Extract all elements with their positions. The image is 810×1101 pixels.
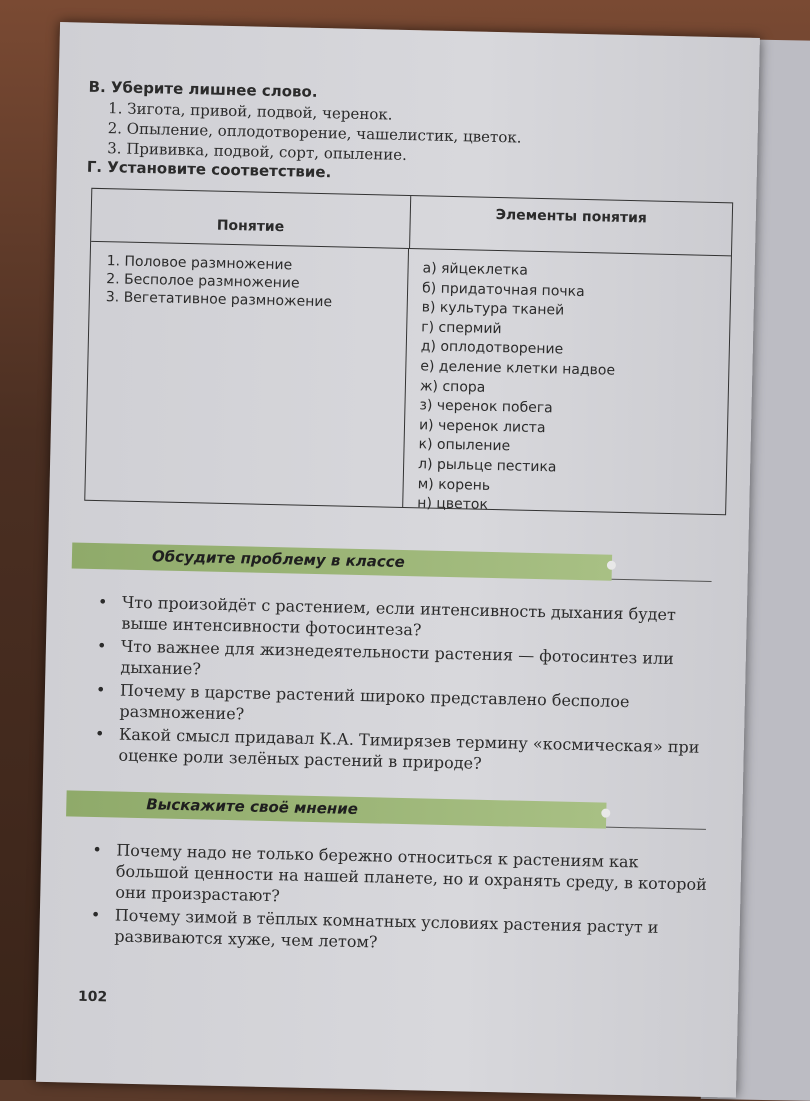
list-item: • Почему надо не только бережно относиться к растениям как большой ценности на нашей планете, но и охранять среду, в которой они произрастают? xyxy=(115,840,716,917)
matching-table xyxy=(84,188,733,515)
element-item: б) придаточная почка xyxy=(421,279,585,300)
concept-item: 2. Бесполое размножение xyxy=(106,271,300,292)
element-item: н) цветок xyxy=(417,495,489,514)
element-item: к) опыление xyxy=(418,436,511,455)
discuss-list xyxy=(73,591,722,780)
header-concept: Понятие xyxy=(91,189,411,248)
element-item: м) корень xyxy=(417,475,491,494)
concepts-cell xyxy=(85,242,409,507)
concept-item: 3. Вегетативное размножение xyxy=(105,289,333,311)
list-item: 3. Прививка, подвой, сорт, опыление. xyxy=(107,139,408,164)
element-item: и) черенок листа xyxy=(418,417,546,436)
opinion-title: Выскажите своё мнение xyxy=(146,795,359,819)
table-body xyxy=(85,242,731,514)
elements-cell xyxy=(403,249,731,514)
list-item: • Что важнее для жизнедеятельности растения — фотосинтез или дыхание? xyxy=(120,636,721,692)
element-item: д) оплодотворение xyxy=(420,338,564,358)
banner-dot-icon xyxy=(607,561,616,570)
opinion-list xyxy=(69,839,716,961)
book-page xyxy=(36,22,760,1098)
header-elements: Элементы понятия xyxy=(495,206,648,227)
element-item: г) спермий xyxy=(421,319,502,337)
list-item: 1. Зигота, привой, подвой, черенок. xyxy=(107,99,393,124)
list-item: • Что произойдёт с растением, если интенсивность дыхания будет выше интенсивности фотосинтеза? xyxy=(121,592,722,648)
discuss-title: Обсудите проблему в классе xyxy=(151,547,406,572)
list-item: • Какой смысл придавал К.А. Тимирязев термину «космическая» при оценке роли зелёных растений в природе? xyxy=(118,724,719,780)
element-item: з) черенок побега xyxy=(419,397,553,417)
element-item: ж) спора xyxy=(419,377,486,396)
page-number: 102 xyxy=(77,988,108,1006)
section-v-title: В. Уберите лишнее слово. xyxy=(88,77,318,101)
discuss-banner xyxy=(72,542,612,580)
element-item: в) культура тканей xyxy=(421,299,565,319)
banner-dot-icon xyxy=(601,809,610,818)
page-content xyxy=(69,78,749,963)
element-item: а) яйцеклетка xyxy=(422,260,529,279)
element-item: е) деление клетки надвое xyxy=(420,358,616,379)
list-item: • Почему в царстве растений широко представлено бесполое размножение? xyxy=(119,680,720,736)
list-item: • Почему зимой в тёплых комнатных условиях растения растут и развиваются хуже, чем летом? xyxy=(114,905,715,961)
element-item: л) рыльце пестика xyxy=(417,456,557,476)
opinion-banner xyxy=(66,790,606,828)
list-item: 2. Опыление, оплодотворение, чашелистик, цветок. xyxy=(107,119,522,147)
concept-item: 1. Половое размножение xyxy=(106,253,293,274)
section-g-title: Г. Установите соответствие. xyxy=(86,157,332,182)
